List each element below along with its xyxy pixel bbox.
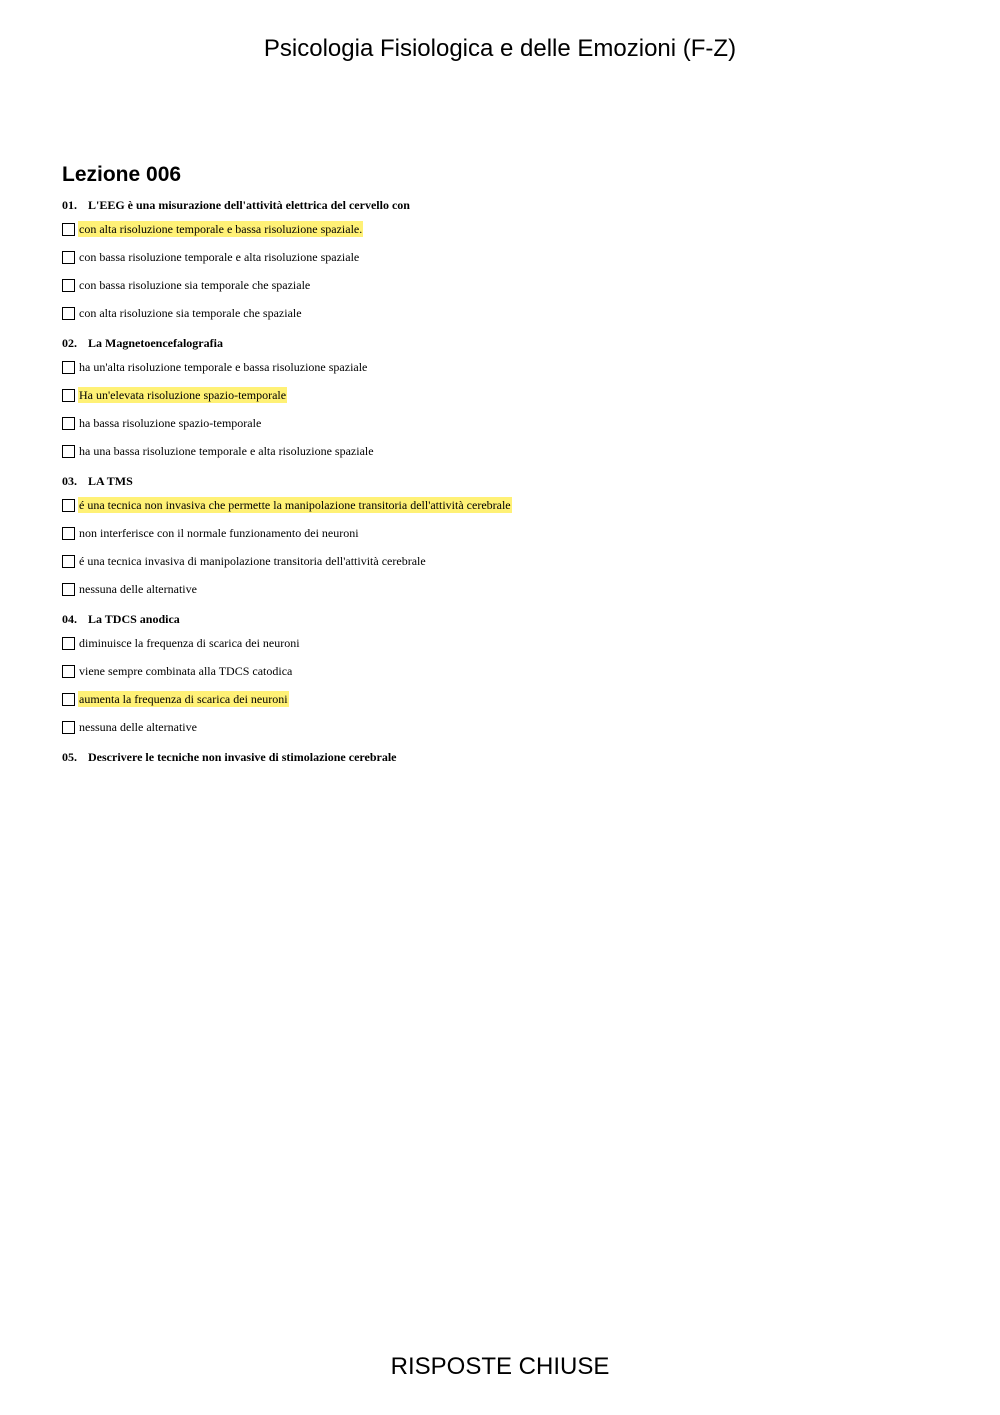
answer-option[interactable] <box>62 304 942 322</box>
answer-option-label: ha un'alta risoluzione temporale e bassa risoluzione spaziale <box>79 360 368 374</box>
answer-option[interactable] <box>62 690 942 708</box>
question-number: 02. <box>62 336 77 350</box>
answer-option-label: nessuna delle alternative <box>79 720 197 734</box>
question-text <box>62 334 942 352</box>
answer-option[interactable] <box>62 718 942 736</box>
question-number: 05. <box>62 750 77 764</box>
answer-option-label: ha bassa risoluzione spazio-temporale <box>79 416 262 430</box>
checkbox[interactable] <box>62 361 75 374</box>
question-03 <box>62 472 942 598</box>
answer-option[interactable] <box>62 634 942 652</box>
answer-option[interactable] <box>62 414 942 432</box>
question-number: 01. <box>62 198 77 212</box>
answer-option-label: con bassa risoluzione sia temporale che spaziale <box>79 278 311 292</box>
answer-option[interactable] <box>62 220 942 238</box>
answer-option[interactable] <box>62 442 942 460</box>
answer-option-label: con alta risoluzione temporale e bassa risoluzione spaziale. <box>79 222 363 236</box>
question-02 <box>62 334 942 460</box>
checkbox[interactable] <box>62 721 75 734</box>
checkbox[interactable] <box>62 445 75 458</box>
answer-option-label: é una tecnica non invasiva che permette la manipolazione transitoria dell'attività cerebrale <box>79 498 511 512</box>
answer-option-label: non interferisce con il normale funzionamento dei neuroni <box>79 526 359 540</box>
question-05 <box>62 748 942 766</box>
question-prompt: LA TMS <box>88 474 133 488</box>
answer-option[interactable] <box>62 496 942 514</box>
answer-option-label: Ha un'elevata risoluzione spazio-temporale <box>79 388 287 402</box>
checkbox[interactable] <box>62 389 75 402</box>
checkbox[interactable] <box>62 583 75 596</box>
checkbox[interactable] <box>62 555 75 568</box>
answer-option-label: con bassa risoluzione temporale e alta risoluzione spaziale <box>79 250 360 264</box>
answer-option[interactable] <box>62 580 942 598</box>
checkbox[interactable] <box>62 693 75 706</box>
answer-option[interactable] <box>62 524 942 542</box>
checkbox[interactable] <box>62 637 75 650</box>
question-text <box>62 472 942 490</box>
answer-option-label: ha una bassa risoluzione temporale e alta risoluzione spaziale <box>79 444 374 458</box>
question-04 <box>62 610 942 736</box>
question-number: 03. <box>62 474 77 488</box>
page-header-title: Psicologia Fisiologica e delle Emozioni (F-Z) <box>263 35 737 62</box>
answer-option-label: nessuna delle alternative <box>79 582 197 596</box>
question-prompt: La TDCS anodica <box>88 612 180 626</box>
answer-option[interactable] <box>62 662 942 680</box>
answer-option-label: é una tecnica invasiva di manipolazione transitoria dell'attività cerebrale <box>79 554 426 568</box>
answer-option[interactable] <box>62 358 942 376</box>
question-text <box>62 196 942 214</box>
answer-option-label: viene sempre combinata alla TDCS catodica <box>79 664 293 678</box>
checkbox[interactable] <box>62 251 75 264</box>
page-footer-label: RISPOSTE CHIUSE <box>390 1353 610 1380</box>
answer-option[interactable] <box>62 552 942 570</box>
checkbox[interactable] <box>62 499 75 512</box>
question-prompt: Descrivere le tecniche non invasive di stimolazione cerebrale <box>88 750 397 764</box>
lesson-title: Lezione 006 <box>62 163 182 186</box>
checkbox[interactable] <box>62 307 75 320</box>
answer-option[interactable] <box>62 276 942 294</box>
question-01 <box>62 196 942 322</box>
answer-option-label: aumenta la frequenza di scarica dei neuroni <box>79 692 288 706</box>
checkbox[interactable] <box>62 527 75 540</box>
question-list <box>62 196 942 778</box>
answer-option-label: diminuisce la frequenza di scarica dei neuroni <box>79 636 300 650</box>
answer-option[interactable] <box>62 248 942 266</box>
answer-option-label: con alta risoluzione sia temporale che spaziale <box>79 306 302 320</box>
question-text <box>62 610 942 628</box>
checkbox[interactable] <box>62 665 75 678</box>
question-number: 04. <box>62 612 77 626</box>
checkbox[interactable] <box>62 279 75 292</box>
checkbox[interactable] <box>62 223 75 236</box>
checkbox[interactable] <box>62 417 75 430</box>
question-text <box>62 748 942 766</box>
question-prompt: La Magnetoencefalografia <box>88 336 223 350</box>
question-prompt: L'EEG è una misurazione dell'attività elettrica del cervello con <box>88 198 410 212</box>
answer-option[interactable] <box>62 386 942 404</box>
